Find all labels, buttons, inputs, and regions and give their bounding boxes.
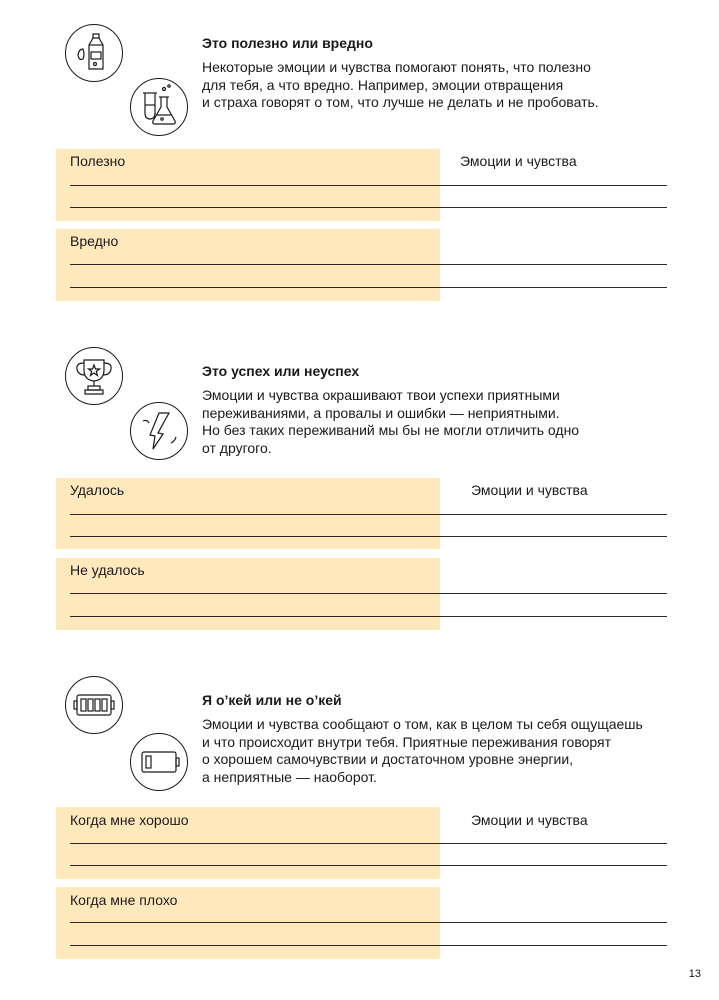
section-description: Эмоции и чувства окрашивают твои успехи приятными переживаниями, а провалы и ошибки — неприятными. Но без таких переживаний мы бы не могли отличить одно от другого.	[202, 387, 580, 456]
row-label-succeeded: Удалось	[70, 482, 125, 498]
answer-line[interactable]	[70, 616, 667, 617]
battery-full-icon-circle	[65, 676, 123, 734]
trophy-icon-circle	[65, 347, 123, 405]
section-title: Это успех или неуспех	[202, 363, 360, 379]
answer-line[interactable]	[70, 593, 667, 594]
answer-line[interactable]	[70, 922, 667, 923]
column-label-emotions: Эмоции и чувства	[460, 153, 577, 169]
column-label-emotions: Эмоции и чувства	[471, 812, 588, 828]
row-label-feel-bad: Когда мне плохо	[70, 892, 178, 908]
answer-line[interactable]	[70, 945, 667, 946]
row-label-harmful: Вредно	[70, 233, 119, 249]
milk-carton-icon	[66, 25, 122, 81]
row-label-useful: Полезно	[70, 153, 126, 169]
answer-line[interactable]	[70, 207, 667, 208]
section-title: Я о’кей или не о’кей	[202, 692, 342, 708]
answer-line[interactable]	[70, 865, 667, 866]
down-arrow-icon-circle	[130, 402, 188, 460]
answer-line[interactable]	[70, 536, 667, 537]
trophy-icon	[66, 348, 122, 404]
answer-line[interactable]	[70, 185, 667, 186]
section-description: Некоторые эмоции и чувства помогают понять, что полезно для тебя, а что вредно. Например, эмоции отвращения и страха говорят о том, что лучше не делать и не пробовать.	[202, 59, 599, 110]
column-label-emotions: Эмоции и чувства	[471, 482, 588, 498]
down-arrow-icon	[131, 403, 187, 459]
row-label-failed: Не удалось	[70, 562, 145, 578]
milk-carton-icon-circle	[65, 24, 123, 82]
battery-low-icon	[131, 734, 187, 790]
row-label-feel-good: Когда мне хорошо	[70, 812, 189, 828]
answer-line[interactable]	[70, 843, 667, 844]
section-description: Эмоции и чувства сообщают о том, как в целом ты себя ощущаешь и что происходит внутри тебя. Приятные переживания говорят о хорошем самочувствии и достаточном уровне энергии, а неприятные — наоборот.	[202, 716, 643, 785]
flasks-icon-circle	[130, 78, 188, 136]
answer-line[interactable]	[70, 514, 667, 515]
flasks-icon	[131, 79, 187, 135]
section-title: Это полезно или вредно	[202, 35, 373, 51]
answer-line[interactable]	[70, 264, 667, 265]
page-number: 13	[688, 968, 701, 980]
answer-line[interactable]	[70, 287, 667, 288]
battery-full-icon	[66, 677, 122, 733]
battery-low-icon-circle	[130, 733, 188, 791]
